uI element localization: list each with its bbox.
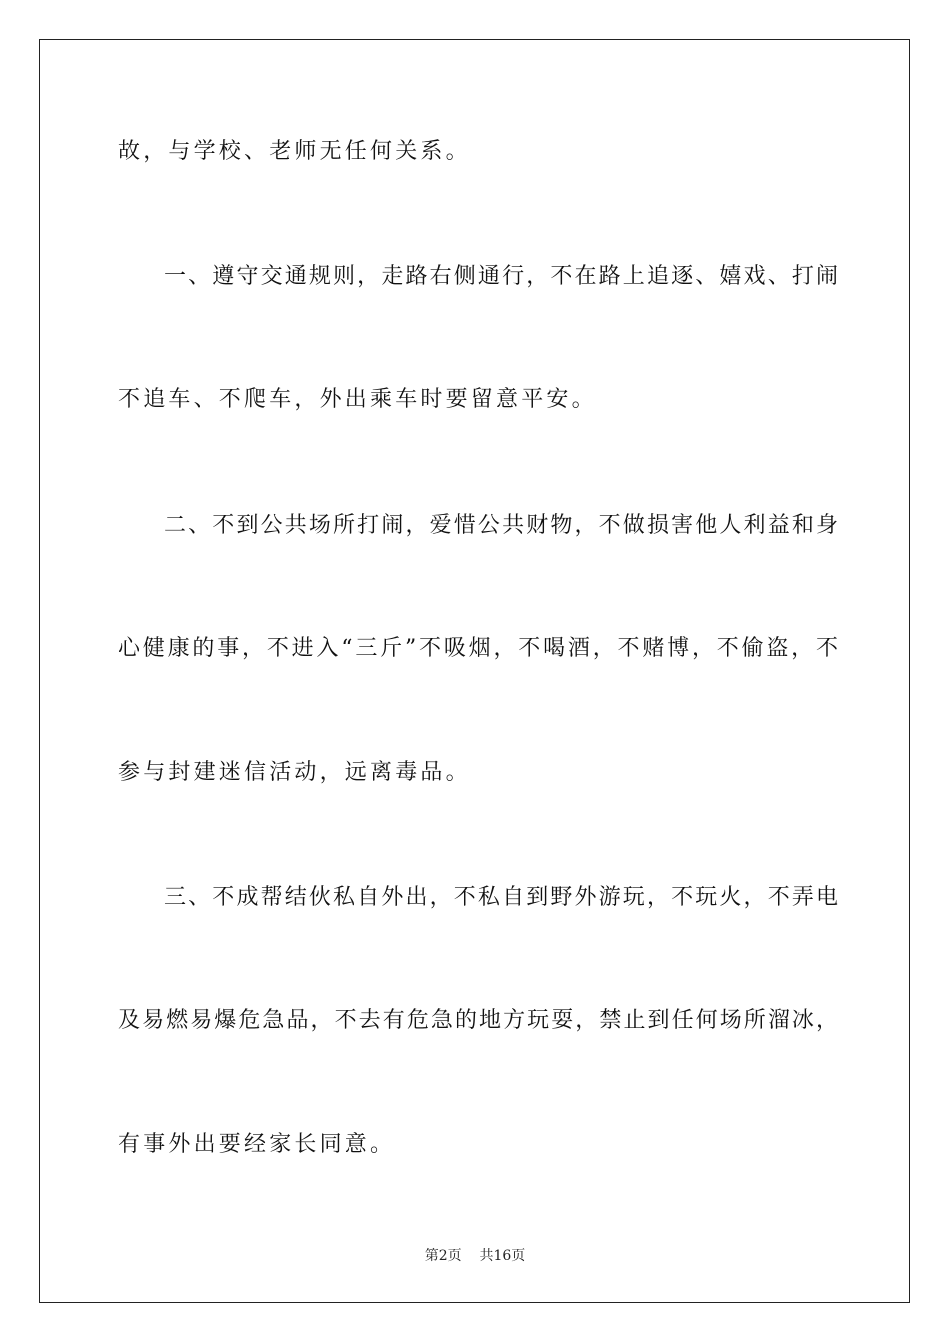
text-line-4: 二、不到公共场所打闹，爱惜公共财物，不做损害他人利益和身 [164,513,838,538]
text-line-2: 一、遵守交通规则，走路右侧通行，不在路上追逐、嬉戏、打闹 [164,264,838,289]
page-number-footer: 第2页 共16页 [424,1248,526,1264]
text-line-9: 有事外出要经家长同意。 [118,1132,396,1157]
text-line-8: 及易燃易爆危急品，不去有危急的地方玩耍，禁止到任何场所溜冰， [118,1008,838,1033]
text-line-6: 参与封建迷信活动，远离毒品。 [118,760,471,785]
text-line-7: 三、不成帮结伙私自外出，不私自到野外游玩，不玩火，不弄电 [164,885,838,910]
text-line-5: 心健康的事，不进入“三斤”不吸烟，不喝酒，不赌博，不偷盗，不 [118,636,838,661]
text-line-1: 故，与学校、老师无任何关系。 [118,139,471,164]
text-line-3: 不追车、不爬车，外出乘车时要留意平安。 [118,387,597,412]
page-border [39,39,910,1303]
